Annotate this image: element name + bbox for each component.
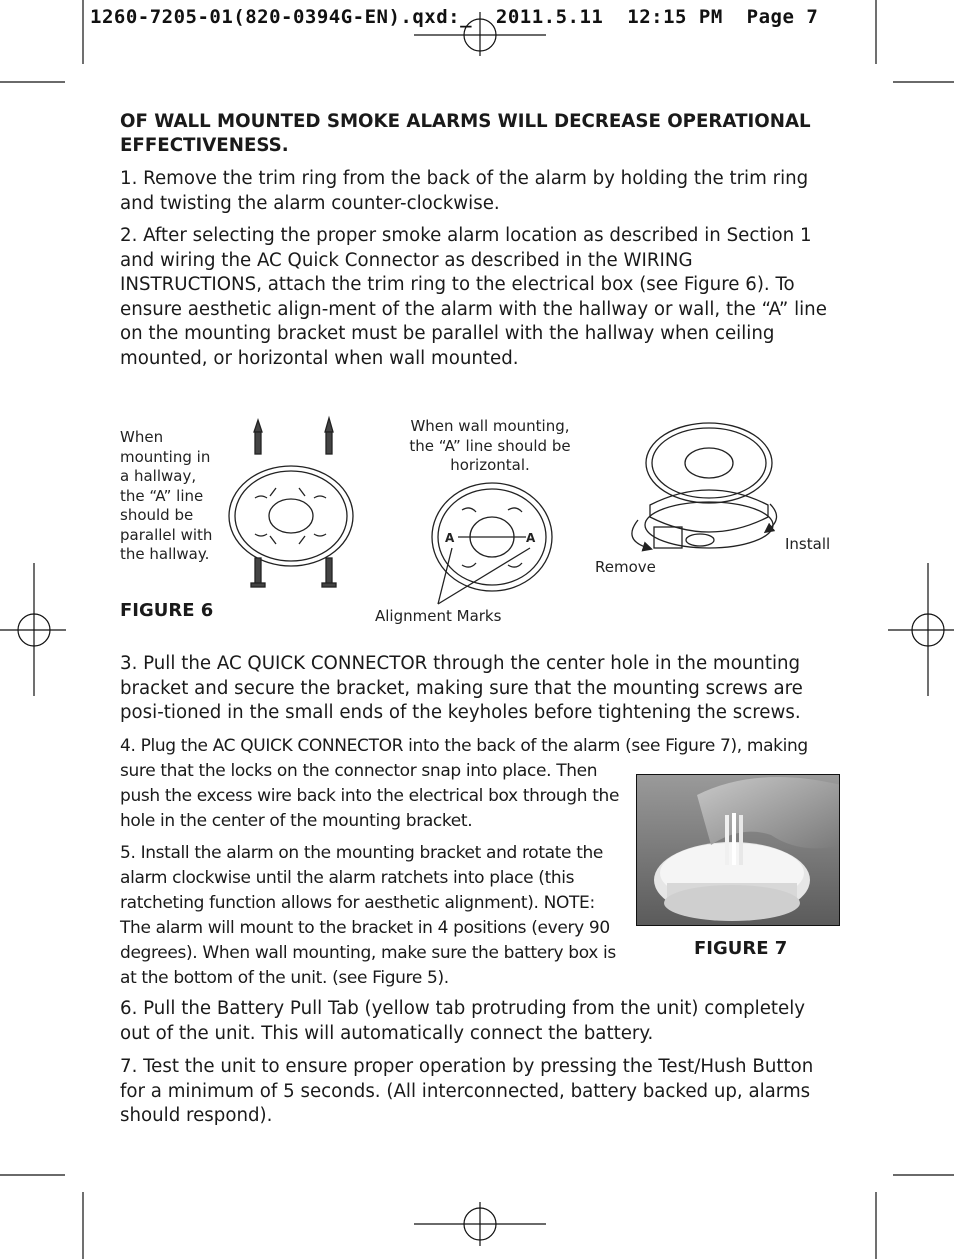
step-2: 2. After selecting the proper smoke alarm location as described in Section 1 and wiring the AC Quick Connector as described in the WIRING INSTRUCTIONS, attach the trim ring to the electrical box (see Figure 6). To ensure aesthetic align-ment of the alarm with the hallway or wall, the “A” line on the mounting bracket must be parallel with the hallway when ceiling mounted, or horizontal when wall mounted.	[120, 225, 827, 369]
alignment-mark-a-left: A	[445, 531, 455, 545]
install-label: Install	[785, 535, 831, 553]
mounting-bracket-drawing	[229, 466, 353, 566]
step-1: 1. Remove the trim ring from the back of the alarm by holding the trim ring and twisting the alarm counter-clockwise.	[120, 168, 809, 214]
step-4-rest: sure that the locks on the connector snap into place. Then push the excess wire back into the electrical box through the hole in the center of the mounting bracket.	[120, 761, 620, 831]
printer-slug: 1260-7205-01(820-0394G-EN).qxd:_ 2011.5.11 12:15 PM Page 7	[90, 6, 819, 28]
alignment-mark-a-right: A	[526, 531, 536, 545]
step-7: 7. Test the unit to ensure proper operation by pressing the Test/Hush Button for a minimum of 5 seconds. (All interconnected, battery backed up, alarms should respond).	[120, 1056, 814, 1126]
figure-7-photo	[636, 774, 840, 926]
step-4-first-line: 4. Plug the AC QUICK CONNECTOR into the back of the alarm (see Figure 7), making	[120, 736, 808, 756]
wall-mount-caption: When wall mounting, the “A” line should be horizontal.	[409, 417, 571, 474]
remove-label: Remove	[595, 558, 656, 576]
warning-heading: OF WALL MOUNTED SMOKE ALARMS WILL DECREASE OPERATIONAL EFFECTIVENESS.	[120, 111, 811, 156]
alarm-install-drawing	[632, 423, 777, 548]
step-6: 6. Pull the Battery Pull Tab (yellow tab protruding from the unit) completely out of the unit. This will automatically connect the battery.	[120, 998, 806, 1044]
hallway-caption: When mounting in a hallway, the “A” line should be parallel with the hallway.	[120, 428, 213, 563]
figure-7-label: FIGURE 7	[694, 938, 788, 959]
alignment-marks-caption: Alignment Marks	[375, 607, 502, 625]
figure-6-label: FIGURE 6	[120, 600, 214, 621]
step-3: 3. Pull the AC QUICK CONNECTOR through the center hole in the mounting bracket and secure the bracket, making sure that the mounting screws are posi-tioned in the small ends of the keyholes before tightening the screws.	[120, 653, 803, 723]
step-5: 5. Install the alarm on the mounting bracket and rotate the alarm clockwise until the alarm ratchets into place (this ratcheting function allows for aesthetic alignment). NOTE: The alarm will mount to the bracket in 4 positions (every 90 degrees). When wall mounting, make sure the battery box is at the bottom of the unit. (see Figure 5).	[120, 843, 616, 988]
